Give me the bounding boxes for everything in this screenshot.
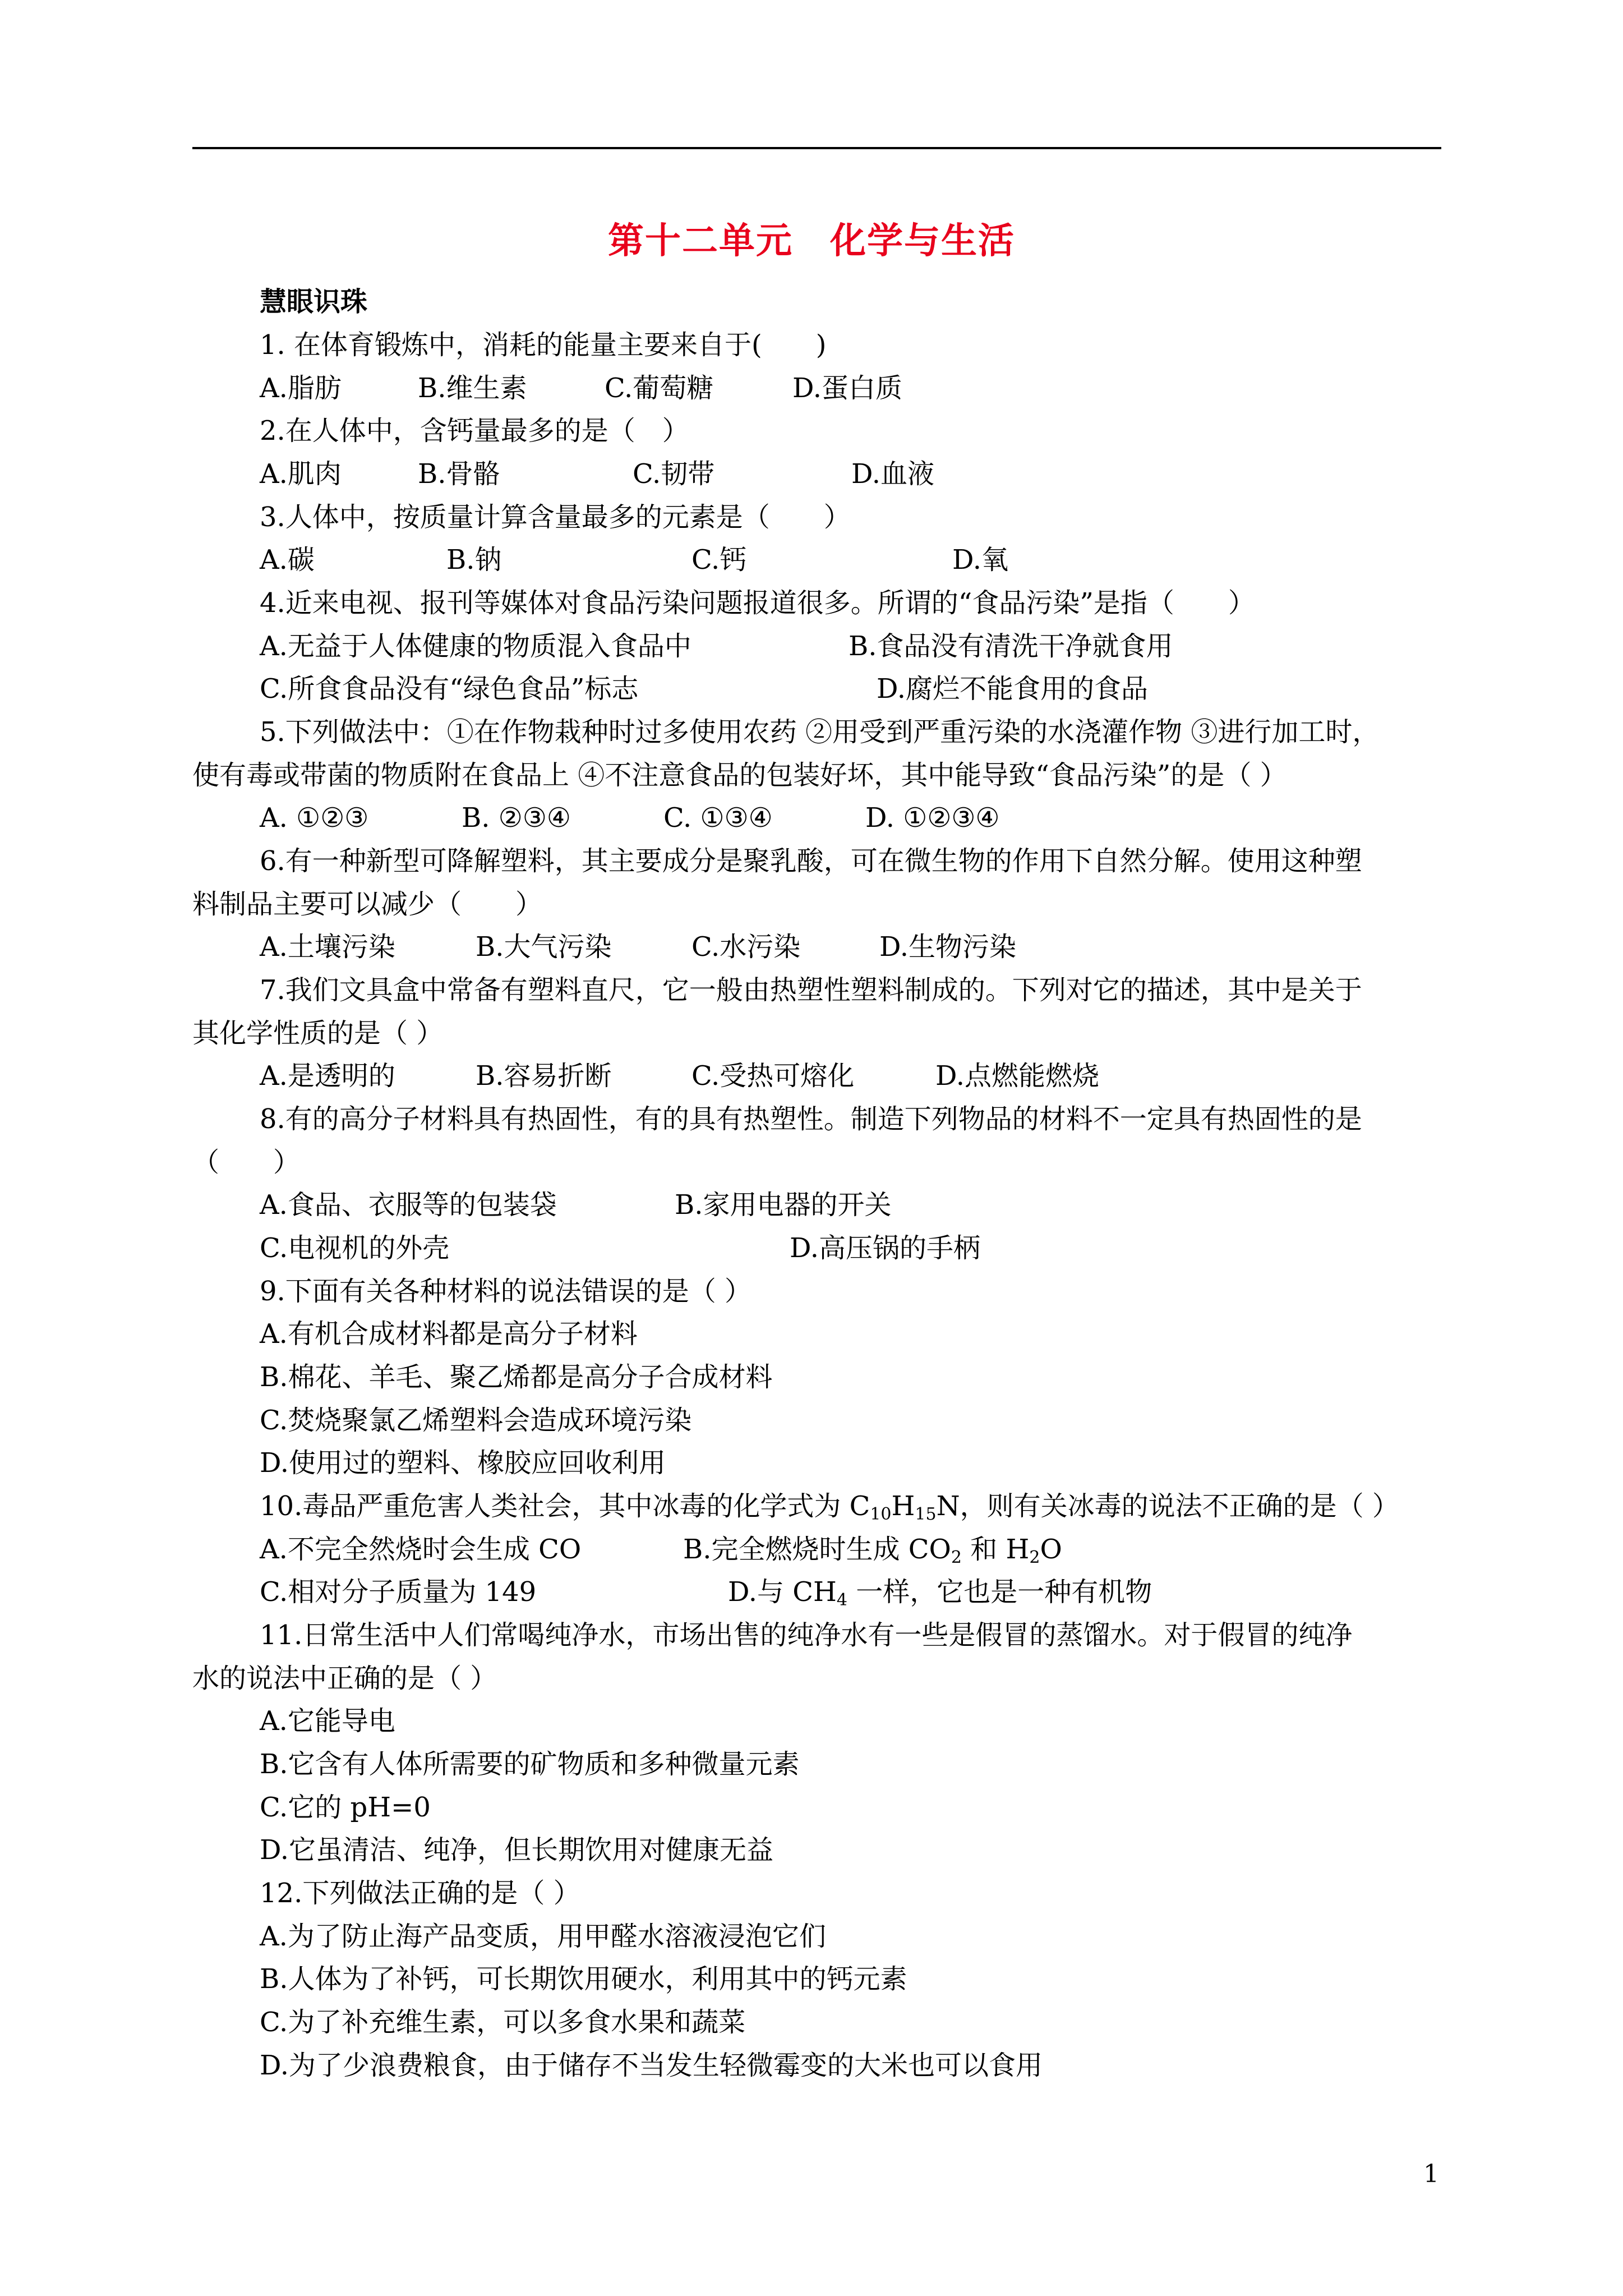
q7-option-a: A.是透明的: [260, 1060, 395, 1092]
page-title: 第十二单元 化学与生活: [608, 220, 1015, 262]
question-6-stem-line-1: 6.有一种新型可降解塑料，其主要成分是聚乳酸，可在微生物的作用下自然分解。使用这种塑: [260, 845, 1362, 877]
q6-option-c: C.水污染: [691, 931, 801, 963]
question-7-stem-line-2: 其化学性质的是（ ）: [192, 1018, 444, 1049]
q4-option-c: C.所食食品没有“绿色食品”标志: [260, 673, 639, 705]
q1-option-d: D.蛋白质: [792, 372, 903, 404]
question-2-stem: 2.在人体中，含钙量最多的是（ ）: [260, 415, 689, 447]
q9-option-a: A.有机合成材料都是高分子材料: [260, 1318, 638, 1350]
q10-option-b: B.完全燃烧时生成 $CO_2$ 和 $H_2O$: [683, 1534, 1062, 1567]
q6-option-b: B.大气污染: [476, 931, 612, 963]
q5-option-c: C. ①③④: [663, 802, 773, 834]
q8-option-d: D.高压锅的手柄: [790, 1232, 981, 1264]
section-heading: 慧眼识珠: [260, 286, 368, 318]
q12-option-d: D.为了少浪费粮食，由于储存不当发生轻微霉变的大米也可以食用: [260, 2050, 1043, 2081]
header-rule: [192, 147, 1441, 149]
q6-option-a: A.土壤污染: [260, 931, 395, 963]
question-9-stem: 9.下面有关各种材料的说法错误的是（ ）: [260, 1276, 752, 1307]
q10-option-d: D.与 $CH_4$ 一样，它也是一种有机物: [728, 1576, 1152, 1610]
question-3-stem: 3.人体中，按质量计算含量最多的元素是（ ）: [260, 501, 851, 533]
question-8-stem-line-1: 8.有的高分子材料具有热固性，有的具有热塑性。制造下列物品的材料不一定具有热固性的是: [260, 1103, 1362, 1135]
q11-option-b: B.它含有人体所需要的矿物质和多种微量元素: [260, 1749, 800, 1780]
question-7-stem-line-1: 7.我们文具盒中常备有塑料直尺，它一般由热塑性塑料制成的。下列对它的描述，其中是关于: [260, 974, 1362, 1006]
q4-option-b: B.食品没有清洗干净就食用: [849, 631, 1173, 662]
q11-option-c: C.它的 pH=0: [260, 1792, 431, 1823]
q8-option-c: C.电视机的外壳: [260, 1232, 450, 1264]
question-11-stem-line-2: 水的说法中正确的是（ ）: [192, 1663, 497, 1694]
q10-option-a: A.不完全然烧时会生成 CO: [260, 1534, 582, 1565]
q5-option-d: D. ①②③④: [865, 802, 1000, 834]
q3-option-d: D.氧: [952, 544, 1009, 576]
q1-option-b: B.维生素: [418, 372, 527, 404]
q8-option-b: B.家用电器的开关: [675, 1189, 892, 1221]
question-5-stem-line-2: 使有毒或带菌的物质附在食品上 ④不注意食品的包装好坏，其中能导致“食品污染”的是（ ）: [192, 760, 1287, 791]
q12-option-c: C.为了补充维生素，可以多食水果和蔬菜: [260, 2007, 746, 2038]
q2-option-b: B.骨骼: [418, 458, 500, 490]
question-5-stem-line-1: 5.下列做法中：①在作物栽种时过多使用农药 ②用受到严重污染的水浇灌作物 ③进行加工时，: [260, 716, 1380, 748]
q11-option-a: A.它能导电: [260, 1705, 395, 1737]
question-10-stem: 10.毒品严重危害人类社会，其中冰毒的化学式为 $C_{10}H_{15}N$，则有关冰毒的说法不正确的是（ ）: [260, 1490, 1399, 1524]
question-4-stem: 4.近来电视、报刊等媒体对食品污染问题报道很多。所谓的“食品污染”是指（ ）: [260, 587, 1255, 619]
q10-option-c: C.相对分子质量为 149: [260, 1576, 537, 1608]
q5-option-a: A. ①②③: [260, 802, 369, 834]
q9-option-d: D.使用过的塑料、橡胶应回收利用: [260, 1447, 666, 1479]
q7-option-c: C.受热可熔化: [691, 1060, 855, 1092]
q3-option-a: A.碳: [260, 544, 315, 576]
question-12-stem: 12.下列做法正确的是（ ）: [260, 1878, 580, 1909]
question-6-stem-line-2: 料制品主要可以减少（ ）: [192, 889, 543, 920]
q2-option-d: D.血液: [851, 458, 935, 490]
question-1-stem: 1. 在体育锻炼中，消耗的能量主要来自于( ): [260, 329, 827, 361]
q9-option-b: B.棉花、羊毛、聚乙烯都是高分子合成材料: [260, 1361, 773, 1393]
q12-option-b: B.人体为了补钙，可长期饮用硬水，利用其中的钙元素: [260, 1963, 907, 1995]
question-8-stem-line-2: （ ）: [192, 1147, 301, 1178]
page-number: 1: [1423, 2160, 1439, 2188]
q8-option-a: A.食品、衣服等的包装袋: [260, 1189, 557, 1221]
q3-option-c: C.钙: [691, 544, 747, 576]
q6-option-d: D.生物污染: [879, 931, 1017, 963]
q12-option-a: A.为了防止海产品变质，用甲醛水溶液浸泡它们: [260, 1921, 826, 1952]
q4-option-d: D.腐烂不能食用的食品: [877, 673, 1149, 705]
q11-option-d: D.它虽清洁、纯净，但长期饮用对健康无益: [260, 1834, 774, 1866]
q9-option-c: C.焚烧聚氯乙烯塑料会造成环境污染: [260, 1405, 692, 1436]
q2-option-c: C.韧带: [633, 458, 715, 490]
question-11-stem-line-1: 11.日常生活中人们常喝纯净水，市场出售的纯净水有一些是假冒的蒸馏水。对于假冒的纯净: [260, 1619, 1353, 1651]
q4-option-a: A.无益于人体健康的物质混入食品中: [260, 631, 691, 662]
q1-option-c: C.葡萄糖: [605, 372, 714, 404]
q1-option-a: A.脂肪: [260, 372, 342, 404]
q7-option-b: B.容易折断: [476, 1060, 612, 1092]
q7-option-d: D.点燃能燃烧: [935, 1060, 1100, 1092]
q3-option-b: B.钠: [446, 544, 502, 576]
q2-option-a: A.肌肉: [260, 458, 342, 490]
q5-option-b: B. ②③④: [462, 802, 571, 834]
